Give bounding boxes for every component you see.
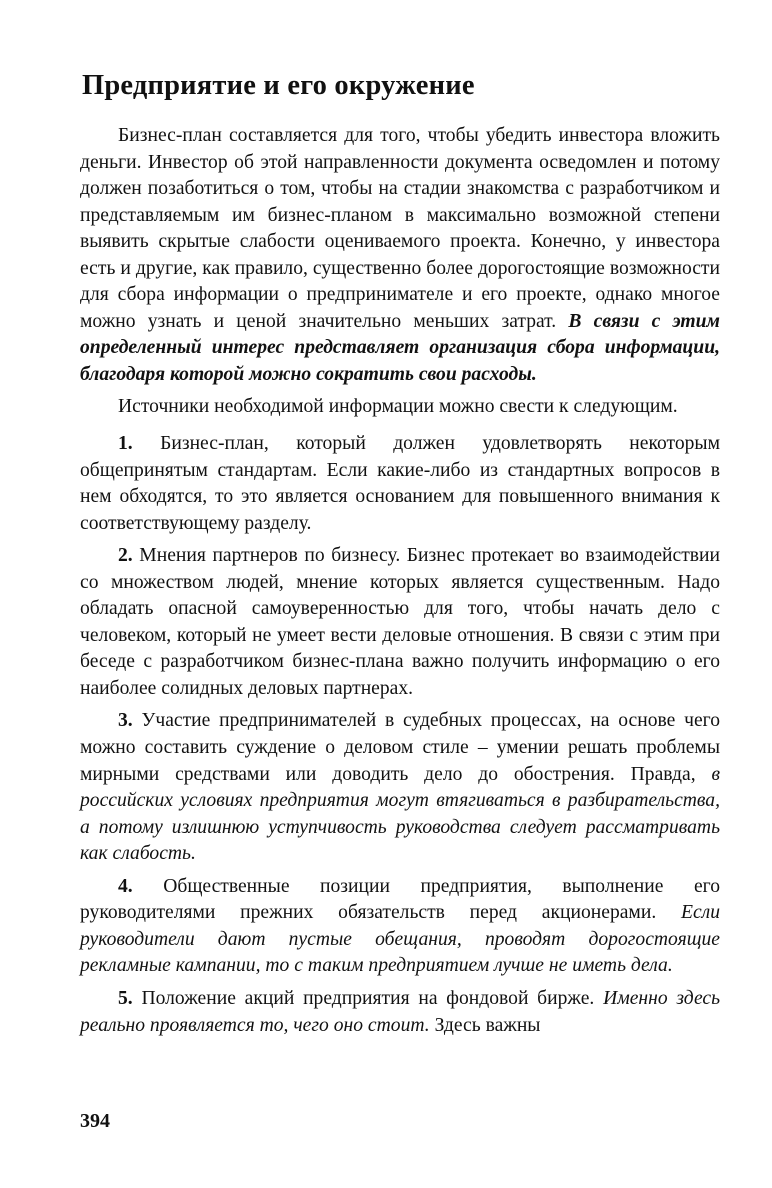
section-heading: Предприятие и его окружение: [82, 70, 475, 101]
item-text: Мнения партнеров по бизнесу. Бизнес протекает во взаимодействии со множеством людей, мнение которых является существенным. Надо обладать опасной самоуверенностью для того, чтобы начать дело с человеком, который не умеет вести деловые отношения. В связи с этим при беседе с разработчиком бизнес-плана важно получить информацию о его наиболее солидных деловых партнерах.: [80, 545, 720, 699]
paragraph-sources: Источники необходимой информации можно свести к следующим.: [118, 396, 678, 418]
item-number: 5.: [118, 987, 133, 1009]
item-italic-text: в российских условиях предприятия могут втягиваться в разбирательства, а потому излишнюю уступчивость руководства следует рассматривать как слабость.: [80, 763, 720, 865]
list-item-4: [80, 874, 720, 980]
paragraph-intro: [80, 123, 720, 388]
item-number: 1.: [118, 433, 133, 455]
item-text: Положение акций предприятия на фондовой бирже.: [141, 987, 595, 1009]
intro-emphasis: В связи с этим определенный интерес представляет организация сбора информации, благодаря которой можно сократить свои расходы.: [80, 310, 720, 385]
item-number: 3.: [118, 710, 133, 732]
item-number: 4.: [118, 875, 133, 897]
item-text: Общественные позиции предприятия, выполнение его руководителями прежних обязательств перед акционерами.: [80, 875, 720, 924]
item-italic-text: Если руководители дают пустые обещания, проводят дорогостоящие рекламные кампании, то с таким предприятием лучше не иметь дела.: [80, 902, 721, 977]
body-text: [80, 123, 720, 1045]
list-item-5: [80, 986, 720, 1039]
item-tail-text: Здесь важны: [434, 1014, 541, 1036]
item-italic-text: Именно здесь реально проявляется то, чего оно стоит.: [80, 987, 721, 1036]
item-text: Участие предпринимателей в судебных процессах, на основе чего можно составить суждение о деловом стиле – умении решать проблемы мирными средствами или доводить дело до обострения. Правда,: [80, 710, 720, 785]
item-text: Бизнес-план, который должен удовлетворять некоторым общепринятым стандартам. Если какие-либо из стандартных вопросов в нем обходятся, то это является основанием для повышенного внимания к соответствующему разделу.: [80, 433, 720, 534]
item-number: 2.: [118, 545, 133, 567]
intro-text: Бизнес-план составляется для того, чтобы убедить инвестора вложить деньги. Инвестор об этой направленности документа осведомлен и потому должен позаботиться о том, чтобы на стадии знакомства с разработчиком и представляемым им бизнес-планом в максимально возможной степени выявить скрытые слабости оцениваемого проекта. Конечно, у инвестора есть и другие, как правило, существенно более дорогостоящие возможности для сбора информации о предпринимателе и его проекте, однако многое можно узнать и ценой значительно меньших затрат.: [80, 125, 720, 332]
list-item-3: [80, 708, 720, 867]
list-item-2: [80, 543, 720, 702]
page-number: 394: [80, 1110, 110, 1132]
list-item-1: [80, 431, 720, 537]
